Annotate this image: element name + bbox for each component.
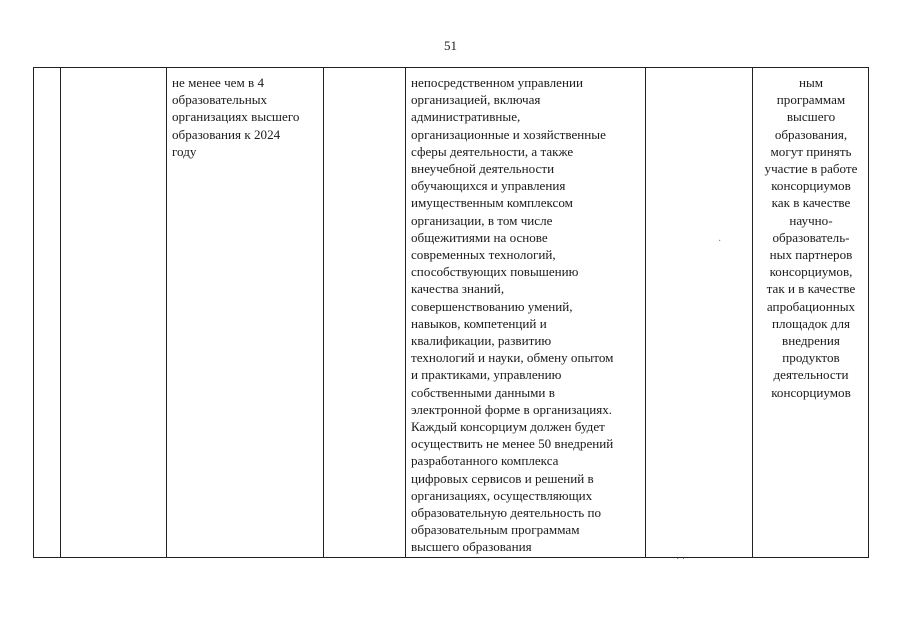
page-number: 51 — [444, 38, 457, 53]
empty-cell — [324, 68, 406, 558]
scan-speck: · · — [676, 554, 686, 565]
activities-table — [33, 67, 869, 558]
description-text: непосредственном управлении организацией, включая административные, организационные и хозяйственные сферы деятельности, а также внеучебной деятельности обучающихся и управления имущественным комплексом организации, в том числе общежитиями на основе современных технологий, способствующих повышению качества знаний, совершенствованию умений, навыков, компетенций и квалификации, развитию технологий и науки, обмену опытом и практиками, управлению собственными данными в электронной форме в организациях. Каждый консорциум должен будет осуществить не менее 50 внедрений разработанного комплекса цифровых сервисов и решений в организациях, осуществляющих образовательную деятельность по образовательным программам высшего образования — [411, 75, 614, 555]
empty-cell — [61, 68, 167, 558]
participants-cell — [753, 68, 869, 558]
description-cell — [406, 68, 646, 558]
number-cell — [34, 68, 61, 558]
participants-text: ным программам высшего образования, могут принять участие в работе консорциумов как в качестве научно- образователь- ных партнеров консорциумов, так и в качестве апробационных площадок для внедрения продуктов деятельности консорциумов — [764, 75, 858, 400]
table-row — [34, 68, 869, 558]
target-text: не менее чем в 4 образовательных организациях высшего образования к 2024 году — [172, 75, 300, 159]
empty-cell — [646, 68, 753, 558]
target-cell — [167, 68, 324, 558]
scan-speck: · — [718, 236, 722, 247]
